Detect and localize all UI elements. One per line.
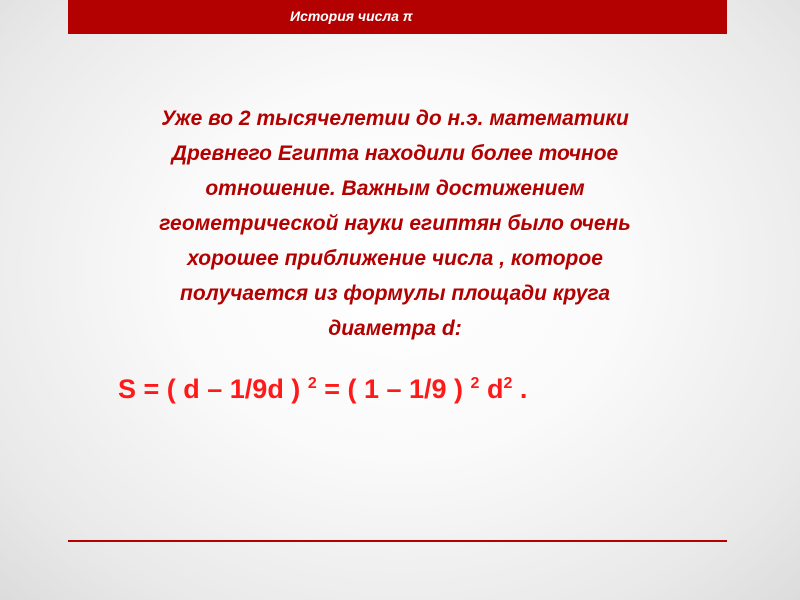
title-bar (68, 0, 727, 34)
formula-exponent: 2 (470, 375, 480, 392)
body-line: получается из формулы площади круга (180, 282, 610, 305)
body-line: диаметра d: (328, 317, 462, 340)
body-line: хорошее приближение числа , которое (187, 247, 603, 270)
formula-exponent: 2 (307, 375, 317, 392)
body-line: Древнего Египта находили более точное (171, 142, 619, 165)
slide-title: История числа π (290, 8, 413, 24)
bottom-divider (68, 540, 727, 542)
body-line: Уже во 2 тысячелетии до н.э. математики (161, 107, 629, 130)
formula-exponent: 2 (503, 375, 513, 392)
formula-part: . (512, 374, 528, 404)
body-line: отношение. Важным достижением (205, 177, 585, 200)
formula-part: d (479, 374, 504, 404)
body-line: геометрической науки египтян было очень (159, 212, 631, 235)
body-paragraph (75, 101, 715, 346)
formula-part: = ( 1 – 1/9 ) (316, 374, 471, 404)
formula-part: S = ( d – 1/9d ) (118, 374, 308, 404)
area-formula (118, 374, 527, 405)
